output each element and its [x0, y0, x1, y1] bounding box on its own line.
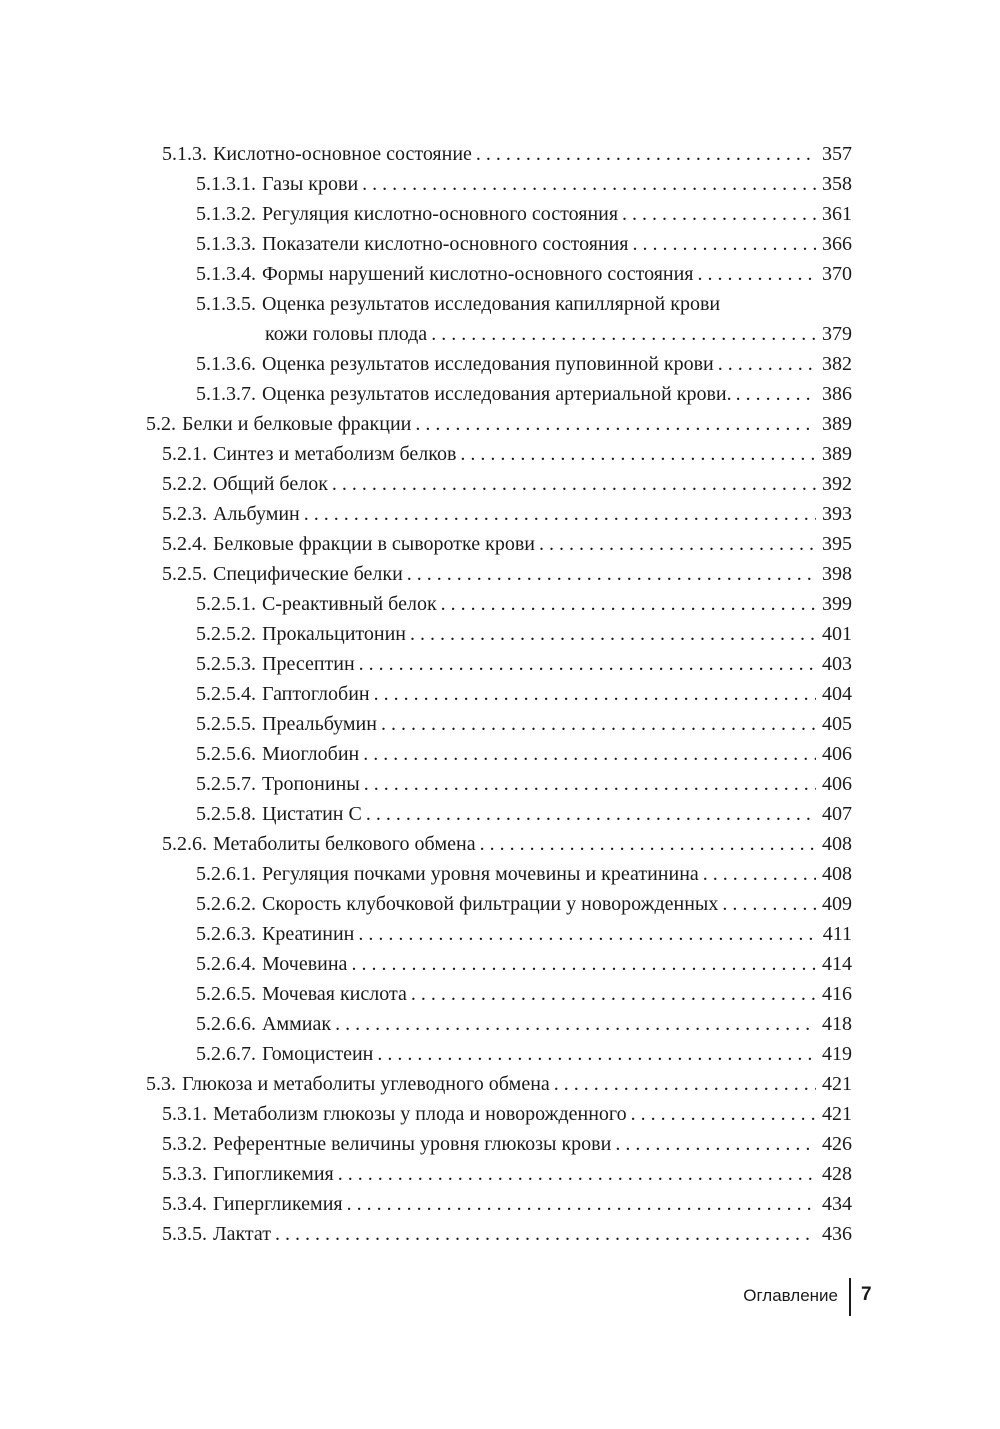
- toc-entry-title: Газы крови: [262, 173, 359, 195]
- toc-entry[interactable]: [0, 439, 1000, 469]
- dot-leader: [631, 1099, 816, 1129]
- toc-entry[interactable]: [0, 799, 1000, 829]
- toc-entry-title: Преальбумин: [262, 713, 377, 735]
- toc-entry-title: Пресептин: [262, 653, 355, 675]
- toc-entry-page: 389: [822, 443, 852, 465]
- toc-entry-page: 419: [822, 1043, 852, 1065]
- toc-entry-page: 370: [822, 263, 852, 285]
- toc-entry[interactable]: [0, 259, 1000, 289]
- dot-leader: [363, 739, 816, 769]
- dot-leader: [415, 409, 816, 439]
- toc-entry-page: 418: [822, 1013, 852, 1035]
- dot-leader: [381, 709, 816, 739]
- toc-entry[interactable]: [0, 1159, 1000, 1189]
- toc-entry-page: 389: [822, 413, 852, 435]
- toc-entry-title: Мочевина: [262, 953, 348, 975]
- toc-entry-page: 406: [822, 743, 852, 765]
- toc-entry-number: 5.3.2.: [162, 1133, 207, 1155]
- toc-entry-number: 5.3.5.: [162, 1223, 207, 1245]
- toc-entry-title: Оценка результатов исследования капиллярной крови: [262, 293, 721, 315]
- toc-entry-title: Прокальцитонин: [262, 623, 407, 645]
- toc-entry-page: 395: [822, 533, 852, 555]
- toc-entry-number: 5.1.3.4.: [196, 263, 256, 285]
- toc-entry[interactable]: [0, 289, 1000, 349]
- toc-entry-number: 5.2.4.: [162, 533, 207, 555]
- toc-entry-number: 5.2.5.6.: [196, 743, 256, 765]
- toc-entry-page: 357: [822, 143, 852, 165]
- toc-entry-title: Белковые фракции в сыворотке крови: [213, 533, 535, 555]
- toc-entry-title: Глюкоза и метаболиты углеводного обмена: [182, 1073, 550, 1095]
- table-of-contents: [0, 139, 1000, 1249]
- toc-entry-number: 5.2.5.3.: [196, 653, 256, 675]
- toc-entry-title: Гипергликемия: [213, 1193, 343, 1215]
- toc-entry[interactable]: [0, 859, 1000, 889]
- toc-entry-number: 5.1.3.3.: [196, 233, 256, 255]
- toc-entry-page: 366: [822, 233, 852, 255]
- dot-leader: [633, 229, 817, 259]
- toc-entry-number: 5.2.5.2.: [196, 623, 256, 645]
- toc-entry-number: 5.2.6.1.: [196, 863, 256, 885]
- toc-entry[interactable]: [0, 559, 1000, 589]
- dot-leader: [476, 139, 816, 169]
- dot-leader: [366, 799, 816, 829]
- toc-entry-number: 5.2.5.8.: [196, 803, 256, 825]
- toc-entry-title: Аммиак: [262, 1013, 332, 1035]
- dot-leader: [480, 829, 816, 859]
- toc-entry-page: 414: [822, 953, 852, 975]
- toc-entry-number: 5.1.3.: [162, 143, 207, 165]
- toc-entry[interactable]: [0, 409, 1000, 439]
- toc-entry-page: 416: [822, 983, 852, 1005]
- toc-entry-title: Гаптоглобин: [262, 683, 370, 705]
- toc-entry-title: Регуляция почками уровня мочевины и креатинина: [262, 863, 699, 885]
- dot-leader: [364, 769, 816, 799]
- dot-leader: [441, 589, 816, 619]
- toc-entry-number: 5.2.5.5.: [196, 713, 256, 735]
- toc-entry-title-continued: кожи головы плода: [265, 323, 428, 345]
- dot-leader: [362, 169, 816, 199]
- dot-leader: [736, 379, 816, 409]
- toc-entry-page: 358: [822, 173, 852, 195]
- toc-entry-number: 5.2.6.2.: [196, 893, 256, 915]
- dot-leader: [359, 649, 816, 679]
- toc-entry[interactable]: [0, 1069, 1000, 1099]
- toc-entry[interactable]: [0, 499, 1000, 529]
- toc-entry-page: 421: [822, 1103, 852, 1125]
- toc-entry-title: Гомоцистеин: [262, 1043, 374, 1065]
- dot-leader: [718, 349, 816, 379]
- toc-entry-number: 5.2.6.3.: [196, 923, 256, 945]
- toc-entry-page: 404: [822, 683, 852, 705]
- toc-entry-page: 399: [822, 593, 852, 615]
- dot-leader: [304, 499, 816, 529]
- toc-entry-number: 5.2.1.: [162, 443, 207, 465]
- toc-entry[interactable]: [0, 919, 1000, 949]
- toc-entry-title: Показатели кислотно-основного состояния: [262, 233, 629, 255]
- toc-entry-page: 409: [822, 893, 852, 915]
- toc-entry[interactable]: [0, 1219, 1000, 1249]
- page-number: 7: [861, 1284, 872, 1305]
- toc-entry-title: Общий белок: [213, 473, 328, 495]
- toc-entry[interactable]: [0, 529, 1000, 559]
- toc-entry-number: 5.2.6.4.: [196, 953, 256, 975]
- toc-entry-title: Миоглобин: [262, 743, 360, 765]
- toc-entry-title: Белки и белковые фракции: [182, 413, 412, 435]
- toc-entry-number: 5.2.5.: [162, 563, 207, 585]
- toc-entry-title: Тропонины: [262, 773, 360, 795]
- toc-entry[interactable]: [0, 469, 1000, 499]
- toc-entry-title: Специфические белки: [213, 563, 403, 585]
- toc-entry[interactable]: [0, 169, 1000, 199]
- toc-entry-title: Метаболиты белкового обмена: [213, 833, 476, 855]
- toc-entry[interactable]: [0, 589, 1000, 619]
- dot-leader: [615, 1129, 816, 1159]
- toc-entry-title: Формы нарушений кислотно-основного состояния: [262, 263, 694, 285]
- toc-entry-page: 392: [822, 473, 852, 495]
- toc-entry-number: 5.2.6.6.: [196, 1013, 256, 1035]
- page-footer: [0, 1278, 1000, 1318]
- toc-entry-title: Синтез и метаболизм белков: [213, 443, 457, 465]
- toc-entry-page: 426: [822, 1133, 852, 1155]
- toc-entry-page: 398: [822, 563, 852, 585]
- dot-leader: [411, 979, 816, 1009]
- toc-entry-number: 5.2.2.: [162, 473, 207, 495]
- dot-leader: [358, 919, 816, 949]
- toc-entry-title: Метаболизм глюкозы у плода и новорожденного: [213, 1103, 627, 1125]
- dot-leader: [554, 1069, 816, 1099]
- toc-entry-number: 5.2.3.: [162, 503, 207, 525]
- toc-entry[interactable]: [0, 679, 1000, 709]
- toc-entry-title: Лактат: [213, 1223, 271, 1245]
- toc-entry-page: 411: [822, 923, 852, 945]
- toc-entry[interactable]: [0, 139, 1000, 169]
- dot-leader: [275, 1219, 816, 1249]
- toc-entry-page: 401: [822, 623, 852, 645]
- dot-leader: [622, 199, 816, 229]
- toc-entry-title: Креатинин: [262, 923, 355, 945]
- toc-entry[interactable]: [0, 229, 1000, 259]
- toc-entry[interactable]: [0, 739, 1000, 769]
- toc-entry-number: 5.1.3.5.: [196, 293, 256, 315]
- toc-entry[interactable]: [0, 1189, 1000, 1219]
- toc-entry[interactable]: [0, 889, 1000, 919]
- dot-leader: [407, 559, 816, 589]
- toc-entry-title: Мочевая кислота: [262, 983, 407, 1005]
- toc-entry-page: 408: [822, 833, 852, 855]
- toc-entry[interactable]: [0, 1129, 1000, 1159]
- toc-entry-page: 407: [822, 803, 852, 825]
- footer-section-label: Оглавление: [743, 1286, 838, 1305]
- toc-entry-title: Гипогликемия: [213, 1163, 334, 1185]
- toc-entry-title: Регуляция кислотно-основного состояния: [262, 203, 619, 225]
- toc-entry-page: 436: [822, 1223, 852, 1245]
- toc-entry-title: Альбумин: [213, 503, 300, 525]
- toc-entry-number: 5.3.1.: [162, 1103, 207, 1125]
- footer-divider: [849, 1278, 851, 1316]
- toc-entry-number: 5.3.4.: [162, 1193, 207, 1215]
- toc-entry[interactable]: [0, 1039, 1000, 1069]
- toc-entry-page: 379: [822, 323, 852, 345]
- toc-entry-title: Оценка результатов исследования пуповинной крови: [262, 353, 714, 375]
- dot-leader: [347, 1189, 816, 1219]
- dot-leader: [698, 259, 817, 289]
- dot-leader: [351, 949, 816, 979]
- dot-leader: [374, 679, 816, 709]
- toc-entry-number: 5.1.3.6.: [196, 353, 256, 375]
- toc-entry[interactable]: [0, 979, 1000, 1009]
- toc-entry-number: 5.1.3.1.: [196, 173, 256, 195]
- toc-entry[interactable]: [0, 619, 1000, 649]
- toc-entry-number: 5.3.3.: [162, 1163, 207, 1185]
- dot-leader: [410, 619, 816, 649]
- toc-entry[interactable]: [0, 829, 1000, 859]
- toc-entry-title: Кислотно-основное состояние: [213, 143, 472, 165]
- toc-entry[interactable]: [0, 349, 1000, 379]
- toc-entry[interactable]: [0, 949, 1000, 979]
- toc-entry-page: 405: [822, 713, 852, 735]
- toc-entry[interactable]: [0, 1099, 1000, 1129]
- dot-leader: [722, 889, 816, 919]
- toc-entry[interactable]: [0, 709, 1000, 739]
- toc-entry[interactable]: [0, 649, 1000, 679]
- dot-leader: [335, 1009, 816, 1039]
- dot-leader: [338, 1159, 816, 1189]
- toc-entry-page: 406: [822, 773, 852, 795]
- toc-entry-page: 382: [822, 353, 852, 375]
- toc-entry-page: 393: [822, 503, 852, 525]
- toc-entry-page: 361: [822, 203, 852, 225]
- toc-entry[interactable]: [0, 379, 1000, 409]
- dot-leader: [431, 319, 816, 349]
- toc-entry-number: 5.3.: [146, 1073, 176, 1095]
- toc-entry-number: 5.2.: [146, 413, 176, 435]
- dot-leader: [460, 439, 816, 469]
- toc-entry-title: Цистатин С: [262, 803, 362, 825]
- toc-entry-number: 5.2.6.5.: [196, 983, 256, 1005]
- toc-entry-number: 5.2.6.: [162, 833, 207, 855]
- toc-entry-page: 428: [822, 1163, 852, 1185]
- toc-entry-page: 421: [822, 1073, 852, 1095]
- toc-entry-title: С-реактивный белок: [262, 593, 437, 615]
- dot-leader: [377, 1039, 816, 1069]
- toc-entry[interactable]: [0, 199, 1000, 229]
- toc-entry-number: 5.2.5.4.: [196, 683, 256, 705]
- dot-leader: [703, 859, 816, 889]
- toc-entry-title: Референтные величины уровня глюкозы крови: [213, 1133, 612, 1155]
- toc-entry-number: 5.1.3.7.: [196, 383, 256, 405]
- toc-entry-page: 403: [822, 653, 852, 675]
- toc-entry-number: 5.1.3.2.: [196, 203, 256, 225]
- dot-leader: [332, 469, 816, 499]
- toc-entry[interactable]: [0, 769, 1000, 799]
- toc-entry-number: 5.2.5.1.: [196, 593, 256, 615]
- toc-entry-page: 434: [822, 1193, 852, 1215]
- toc-entry-title: Оценка результатов исследования артериальной крови.: [262, 383, 732, 405]
- toc-entry-number: 5.2.5.7.: [196, 773, 256, 795]
- toc-entry-title: Скорость клубочковой фильтрации у новорожденных: [262, 893, 719, 915]
- toc-entry-page: 408: [822, 863, 852, 885]
- toc-entry-page: 386: [822, 383, 852, 405]
- toc-entry[interactable]: [0, 1009, 1000, 1039]
- dot-leader: [539, 529, 816, 559]
- toc-entry-number: 5.2.6.7.: [196, 1043, 256, 1065]
